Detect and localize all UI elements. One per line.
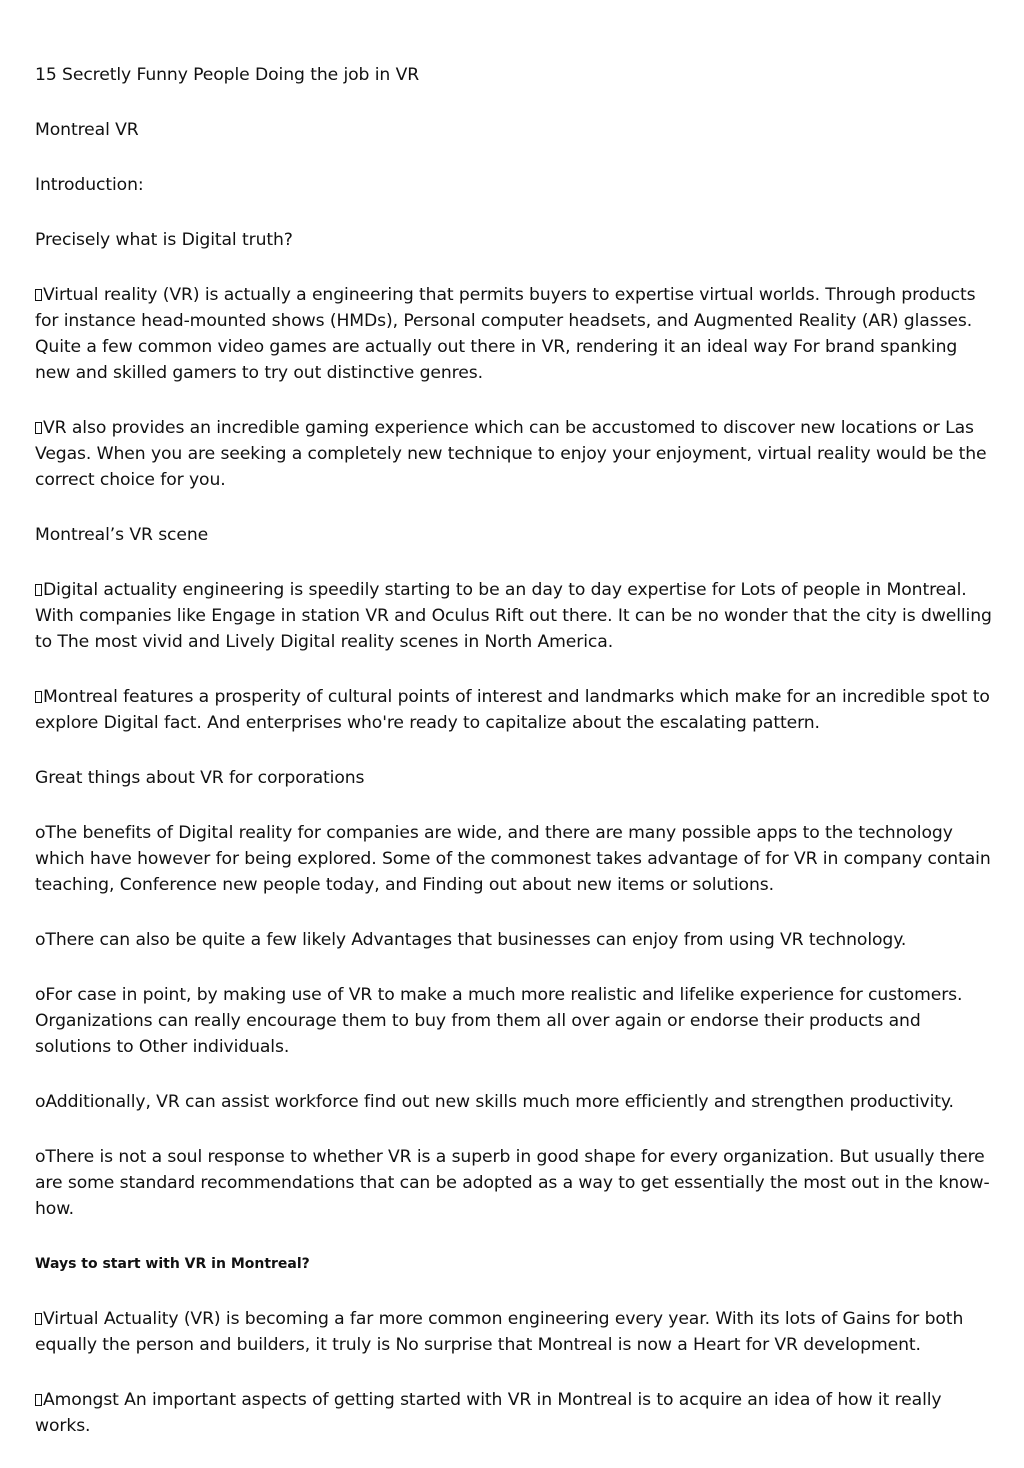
- paragraph-vr-growth: [35, 1306, 995, 1358]
- scene-heading: Montreal’s VR scene: [35, 525, 209, 545]
- question-heading: Precisely what is Digital truth?: [35, 230, 293, 250]
- paragraph-vr-definition: [35, 282, 995, 386]
- benefit-paragraph-4: oAdditionally, VR can assist workforce find out new skills much more efficiently and strengthen productivity.: [35, 1092, 954, 1112]
- benefit-paragraph-5: oThere is not a soul response to whether VR is a superb in good shape for every organization. But usually there are some standard recommendations that can be adopted as a way to get essentially the most out in the know-how.: [35, 1147, 990, 1219]
- paragraph-montreal-culture: [35, 684, 995, 736]
- benefits-heading: Great things about VR for corporations: [35, 768, 365, 788]
- square-bullet-icon: [35, 584, 42, 596]
- benefit-paragraph-2: oThere can also be quite a few likely Advantages that businesses can enjoy from using VR technology.: [35, 930, 907, 950]
- intro-heading: Introduction:: [35, 175, 144, 195]
- benefit-paragraph-1: oThe benefits of Digital reality for companies are wide, and there are many possible apps to the technology which have however for being explored. Some of the commonest takes advantage of for VR in company contain teaching, Conference new people today, and Finding out about new items or solutions.: [35, 823, 991, 895]
- square-bullet-icon: [35, 1313, 42, 1325]
- paragraph-text: Digital actuality engineering is speedily starting to be an day to day expertise for Lots of people in Montreal. With companies like Engage in station VR and Oculus Rift out there. It can be no wonder that the city is dwelling to The most vivid and Lively Digital reality scenes in North America.: [35, 580, 992, 652]
- document-body: [35, 62, 995, 1468]
- square-bullet-icon: [35, 1394, 42, 1406]
- paragraph-montreal-vr: [35, 577, 995, 655]
- document-subtitle: Montreal VR: [35, 120, 139, 140]
- document-title: 15 Secretly Funny People Doing the job in VR: [35, 65, 420, 85]
- square-bullet-icon: [35, 691, 42, 703]
- paragraph-text: Amongst An important aspects of getting started with VR in Montreal is to acquire an idea of how it really works.: [35, 1390, 942, 1436]
- square-bullet-icon: [35, 289, 42, 301]
- start-heading: Ways to start with VR in Montreal?: [35, 1256, 310, 1272]
- paragraph-text: Virtual reality (VR) is actually a engineering that permits buyers to expertise virtual worlds. Through products for instance head-mounted shows (HMDs), Personal computer headsets, and Augmented Reality (AR) glasses. Quite a few common video games are actually out there in VR, rendering it an ideal way For brand spanking new and skilled gamers to try out distinctive genres.: [35, 285, 976, 383]
- paragraph-text: Montreal features a prosperity of cultural points of interest and landmarks which make for an incredible spot to explore Digital fact. And enterprises who're ready to capitalize about the escalating pattern.: [35, 687, 990, 733]
- paragraph-vr-gaming: [35, 415, 995, 493]
- paragraph-text: VR also provides an incredible gaming experience which can be accustomed to discover new locations or Las Vegas. When you are seeking a completely new technique to enjoy your enjoyment, virtual reality would be the correct choice for you.: [35, 418, 987, 490]
- square-bullet-icon: [35, 422, 42, 434]
- paragraph-getting-started: [35, 1387, 995, 1439]
- paragraph-text: Virtual Actuality (VR) is becoming a far more common engineering every year. With its lots of Gains for both equally the person and builders, it truly is No surprise that Montreal is now a Heart for VR development.: [35, 1309, 964, 1355]
- benefit-paragraph-3: oFor case in point, by making use of VR to make a much more realistic and lifelike experience for customers. Organizations can really encourage them to buy from them all over again or endorse their products and solutions to Other individuals.: [35, 985, 963, 1057]
